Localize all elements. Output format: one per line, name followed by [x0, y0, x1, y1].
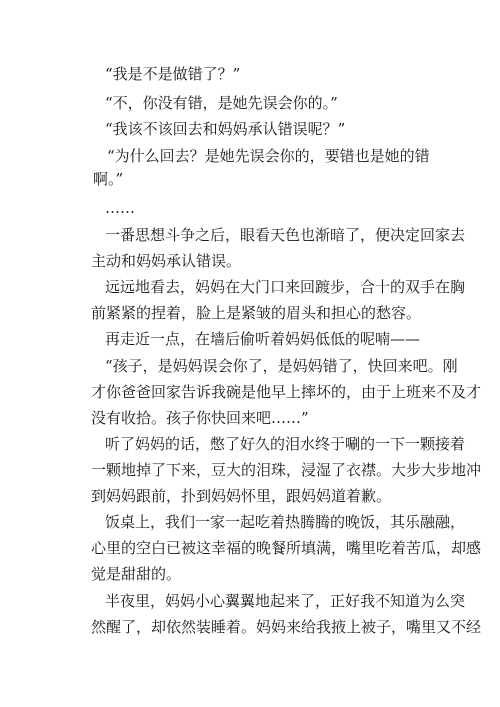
text-line: 主动和妈妈承认错误。 [91, 252, 242, 270]
body-paragraph [0, 222, 500, 274]
text-line: “为什么回去？是她先误会你的，要错也是她的错 [107, 147, 430, 165]
dialogue-line [0, 90, 500, 116]
text-line: 听了妈妈的话，憋了好久的泪水终于唰的一下一颗接着 [105, 435, 466, 453]
text-line: 再走近一点，在墙后偷听着妈妈低低的呢喃—— [105, 330, 421, 348]
body-paragraph [0, 588, 500, 640]
dialogue-paragraph [0, 353, 500, 431]
text-line: 饭桌上，我们一家一起吃着热腾腾的晚饭，其乐融融， [105, 513, 466, 531]
body-paragraph [0, 326, 500, 352]
text-line: 心里的空白已被这幸福的晚餐所填满，嘴里吃着苦瓜，却感 [91, 539, 482, 557]
text-line: “不，你没有错，是她先误会你的。” [105, 94, 338, 112]
text-line: “我该不该回去和妈妈承认错误呢？” [105, 120, 346, 138]
text-line: 远远地看去，妈妈在大门口来回踱步，合十的双手在胸 [105, 278, 466, 296]
text-line: …… [105, 199, 135, 217]
body-paragraph [0, 509, 500, 587]
text-line: 一番思想斗争之后，眼看天色也渐暗了，便决定回家去 [105, 226, 466, 244]
text-line: 半夜里，妈妈小心翼翼地起来了，正好我不知道为么突 [105, 592, 466, 610]
text-line: 没有收拾。孩子你快回来吧……” [91, 409, 309, 427]
ellipsis-line [0, 195, 500, 221]
text-line: 前紧紧的捏着，脸上是紧皱的眉头和担心的愁容。 [91, 304, 422, 322]
text-line: 才你爸爸回家告诉我碗是他早上摔坏的，由于上班来不及才 [91, 383, 482, 401]
body-paragraph [0, 431, 500, 509]
text-line: 啊。” [93, 170, 124, 188]
text-line: 一颗地掉了下来，豆大的泪珠，浸湿了衣襟。大步大步地冲 [91, 461, 482, 479]
text-line: “孩子，是妈妈误会你了，是妈妈错了，快回来吧。刚 [105, 357, 458, 375]
dialogue-line [0, 61, 500, 87]
body-paragraph [0, 274, 500, 326]
text-line: 到妈妈跟前，扑到妈妈怀里，跟妈妈道着歉。 [91, 487, 392, 505]
text-line: 觉是甜甜的。 [91, 565, 182, 583]
text-line: “我是不是做错了？” [105, 65, 241, 83]
dialogue-line [0, 116, 500, 142]
dialogue-paragraph [0, 143, 500, 192]
text-line: 然醒了，却依然装睡着。妈妈来给我掖上被子，嘴里又不经 [91, 618, 482, 636]
